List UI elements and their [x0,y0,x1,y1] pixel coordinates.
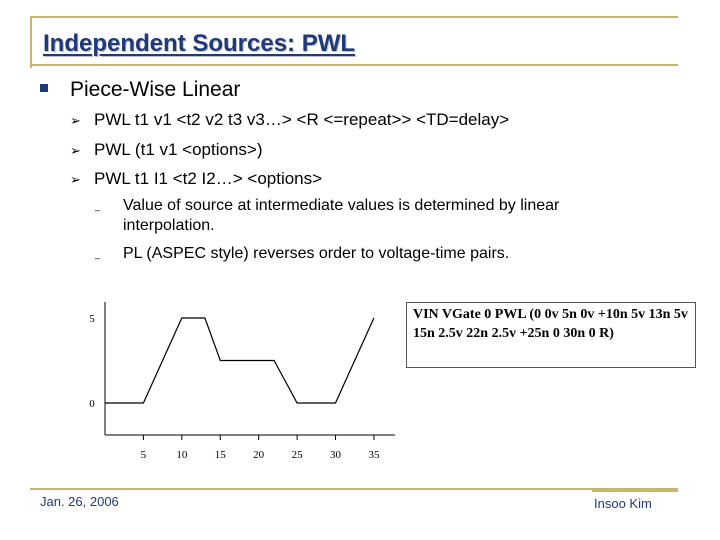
slide-title: Independent Sources: PWL [43,30,356,57]
x-tick-label: 25 [291,449,303,461]
level1-text: Piece-Wise Linear [70,78,241,101]
x-tick-label: 5 [140,449,147,461]
arrow-bullet-icon: ➢ [70,113,81,128]
footer-date: Jan. 26, 2006 [40,494,119,509]
dash-bullet-icon: – [95,253,101,263]
dash-bullet-icon: – [95,205,101,215]
level2-text-3: PWL t1 I1 <t2 I2…> <options> [94,169,323,188]
x-tick-label: 20 [253,449,265,461]
y-tick-label: 0 [89,398,95,410]
footer-rule [30,488,678,490]
x-tick-label: 35 [368,449,380,461]
x-tick-label: 10 [176,449,188,461]
arrow-bullet-icon: ➢ [70,143,81,158]
y-tick-label: 5 [89,313,95,325]
x-tick-label: 30 [330,449,342,461]
level3-text-2: PL (ASPEC style) reverses order to voltage-time pairs. [123,245,510,262]
level2-text-2: PWL (t1 v1 <options>) [94,140,263,159]
level2-text-1: PWL t1 v1 <t2 v2 t3 v3…> <R <=repeat>> <TD=delay> [94,110,510,129]
level3-text-1: Value of source at intermediate values is determined by linear interpolation. [123,197,560,234]
footer-author: Insoo Kim [594,496,652,511]
pwl-series-line [105,318,374,403]
footer-right-accent [592,490,678,492]
x-tick-label: 15 [214,449,226,461]
arrow-bullet-icon: ➢ [70,172,81,187]
spice-netlist-note: VIN VGate 0 PWL (0 0v 5n 0v +10n 5v 13n 5v 15n 2.5v 22n 2.5v +25n 0 30n 0 R) [406,302,696,368]
